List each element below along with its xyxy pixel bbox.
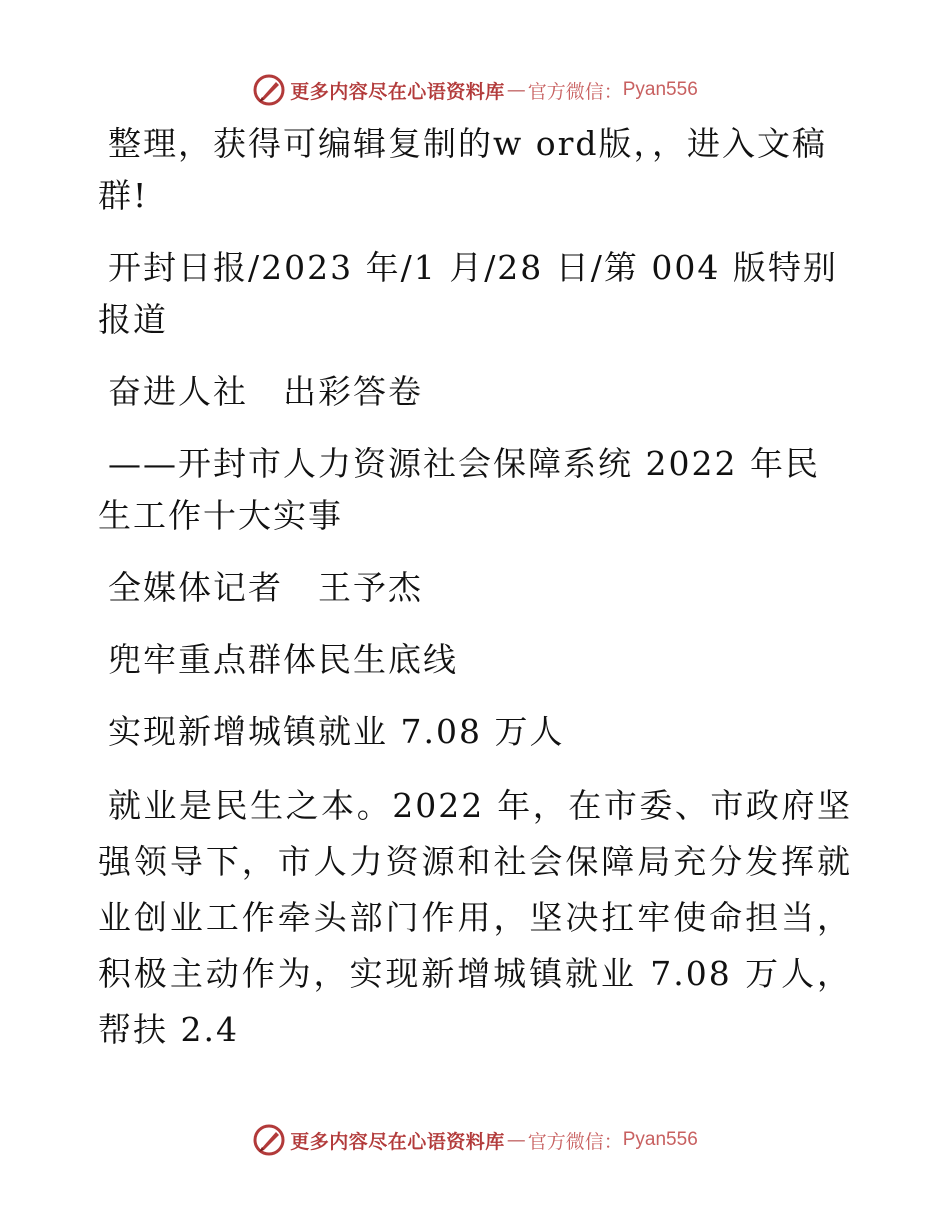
watermark-text: 更多内容尽在心语资料库 xyxy=(290,1130,505,1153)
watermark-wechat-id: Pyan556 xyxy=(622,79,698,100)
article-subtitle: ——开封市人力资源社会保障系统 2022 年民生工作十大实事 xyxy=(98,444,820,535)
quill-logo-icon xyxy=(252,73,286,107)
watermark-text: 更多内容尽在心语资料库 xyxy=(290,80,505,103)
section-subheading: 实现新增城镇就业 7.08 万人 xyxy=(108,712,565,751)
watermark-wechat-label: 官方微信： xyxy=(527,1130,623,1153)
footer-watermark xyxy=(0,1120,950,1160)
document-body xyxy=(98,118,852,1078)
intro-paragraph: 整理，获得可编辑复制的w ord版，，进入文稿群! xyxy=(98,124,828,215)
body-paragraph: 就业是民生之本。2022 年，在市委、市政府坚强领导下，市人力资源和社会保障局充分发挥就业创业工作牵头部门作用，坚决扛牢使命担当，积极主动作为，实现新增城镇就业 7.08 万人，帮扶 2.4 xyxy=(98,786,852,1049)
watermark-separator: — xyxy=(506,1129,526,1151)
quill-logo-icon xyxy=(252,1123,286,1157)
watermark-separator: — xyxy=(506,79,526,101)
header-watermark xyxy=(0,70,950,110)
article-title: 奋进人社 出彩答卷 xyxy=(108,372,423,411)
section-heading: 兜牢重点群体民生底线 xyxy=(108,640,458,679)
watermark-wechat-label: 官方微信： xyxy=(527,80,623,103)
watermark-wechat-id: Pyan556 xyxy=(622,1129,698,1150)
author-byline: 全媒体记者 王予杰 xyxy=(108,568,423,607)
source-line: 开封日报/2023 年/1 月/28 日/第 004 版特别报道 xyxy=(98,248,838,339)
